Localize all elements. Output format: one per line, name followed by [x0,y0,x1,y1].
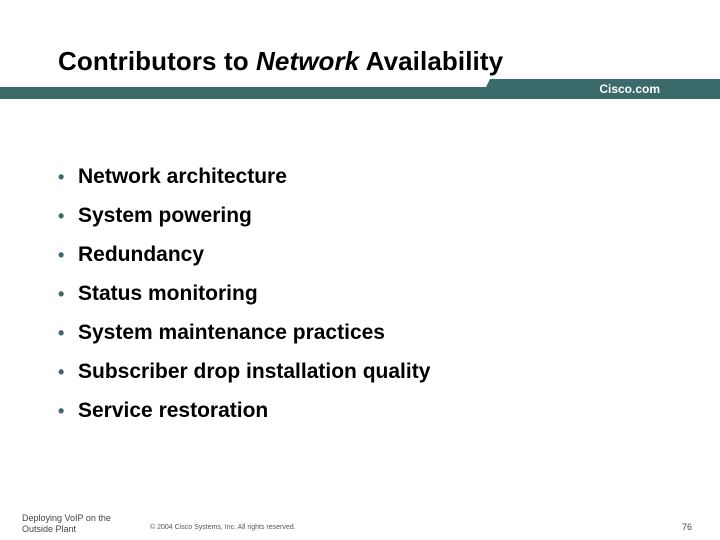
list-item [58,319,430,358]
bullet-text: Network architecture [78,165,287,188]
list-item [58,397,430,436]
bullet-text: Subscriber drop installation quality [78,360,431,383]
bullet-icon: • [58,245,65,265]
header-bar [0,87,490,99]
bullet-icon: • [58,401,65,421]
footer-course-title [22,513,132,535]
bullet-text: Status monitoring [78,282,258,305]
bullet-text: Service restoration [78,399,269,422]
bullet-text: System powering [78,204,252,227]
bullet-text: System maintenance practices [78,321,385,344]
list-item [58,241,430,280]
title-text-italic: Network [256,46,360,76]
title-text-end: Availability [359,46,504,76]
title-text-start: Contributors to [58,46,257,76]
footer-course-line-1: Deploying VoIP on the [22,513,111,523]
bullet-icon: • [58,362,65,382]
bullet-icon: • [58,206,65,226]
brand-label: Cisco.com [599,82,660,96]
bullet-list [58,163,430,436]
list-item [58,163,430,202]
bullet-icon: • [58,167,65,187]
footer-course-line-2: Outside Plant [22,524,77,534]
slide-title [58,46,503,77]
list-item [58,280,430,319]
list-item [58,202,430,241]
bullet-icon: • [58,284,65,304]
bullet-icon: • [58,323,65,343]
list-item [58,358,430,397]
bullet-text: Redundancy [78,243,205,266]
footer-copyright: © 2004 Cisco Systems, Inc. All rights reserved. [150,524,296,531]
page-number: 76 [681,522,692,532]
